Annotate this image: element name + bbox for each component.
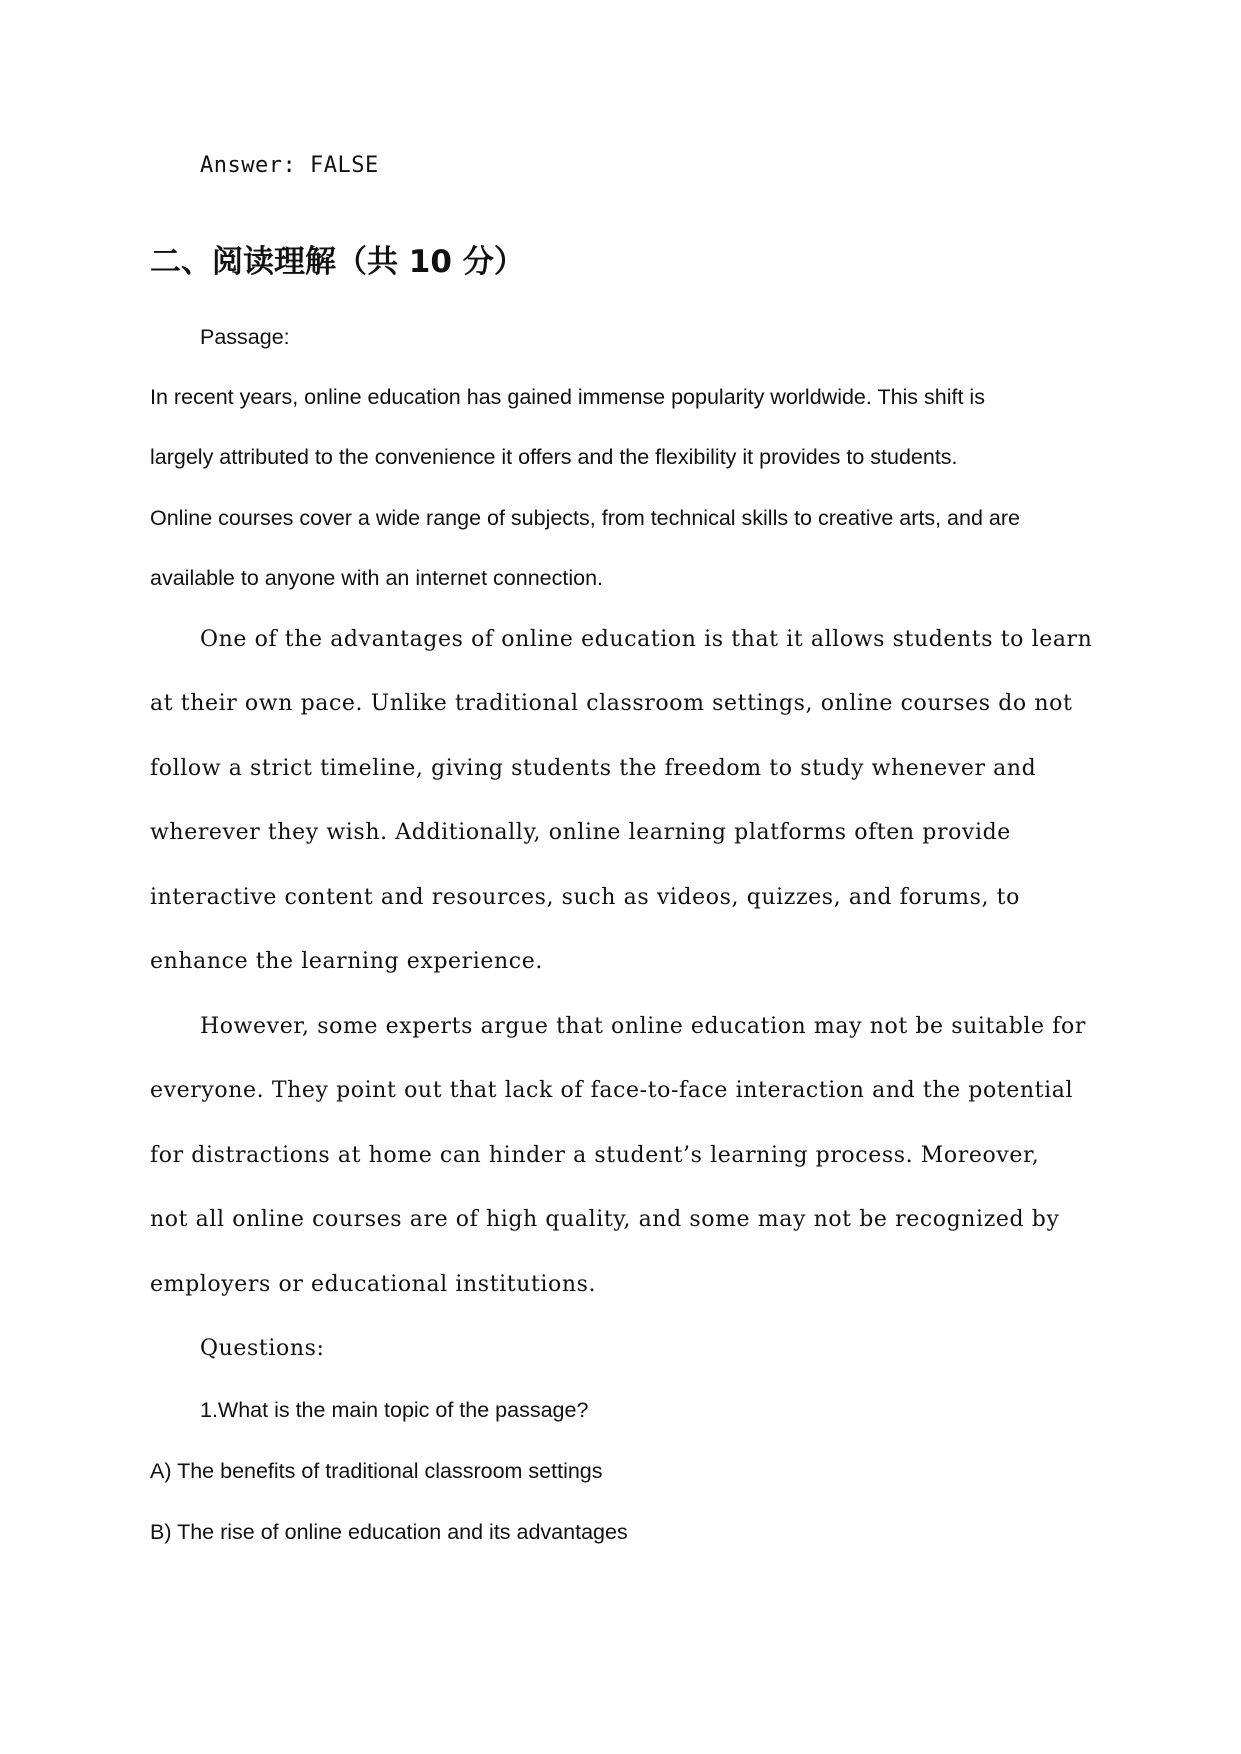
paragraph1-line: Online courses cover a wide range of subjects, from technical skills to creative arts, and are [150,506,1020,530]
paragraph2-line: at their own pace. Unlike traditional classroom settings, online courses do not [150,691,1073,716]
paragraph2-line: wherever they wish. Additionally, online learning platforms often provide [150,820,1011,845]
paragraph3-line: everyone. They point out that lack of face-to-face interaction and the potential [150,1078,1074,1103]
paragraph1-line: available to anyone with an internet connection. [150,566,604,590]
question1-text: 1.What is the main topic of the passage? [200,1398,589,1422]
paragraph2-line: enhance the learning experience. [150,949,543,974]
paragraph3-line: However, some experts argue that online education may not be suitable for [200,1014,1086,1039]
passage-label: Passage: [200,325,290,349]
paragraph3-line: employers or educational institutions. [150,1272,597,1297]
paragraph2-line: follow a strict timeline, giving students the freedom to study whenever and [150,756,1037,781]
questions-label: Questions: [200,1336,325,1361]
answer-line: Answer: FALSE [200,153,379,178]
paragraph1-line: largely attributed to the convenience it offers and the flexibility it provides to students. [150,445,958,469]
paragraph3-line: for distractions at home can hinder a student’s learning process. Moreover, [150,1143,1040,1168]
question1-option-a: A) The benefits of traditional classroom settings [150,1459,603,1483]
section-heading: 二、阅读理解（共 10 分） [150,244,525,280]
paragraph2-line: interactive content and resources, such as videos, quizzes, and forums, to [150,885,1020,910]
paragraph3-line: not all online courses are of high quality, and some may not be recognized by [150,1207,1060,1232]
paragraph1-line: In recent years, online education has gained immense popularity worldwide. This shift is [150,385,985,409]
paragraph2-line: One of the advantages of online education is that it allows students to learn [200,627,1093,652]
question1-option-b: B) The rise of online education and its advantages [150,1520,628,1544]
